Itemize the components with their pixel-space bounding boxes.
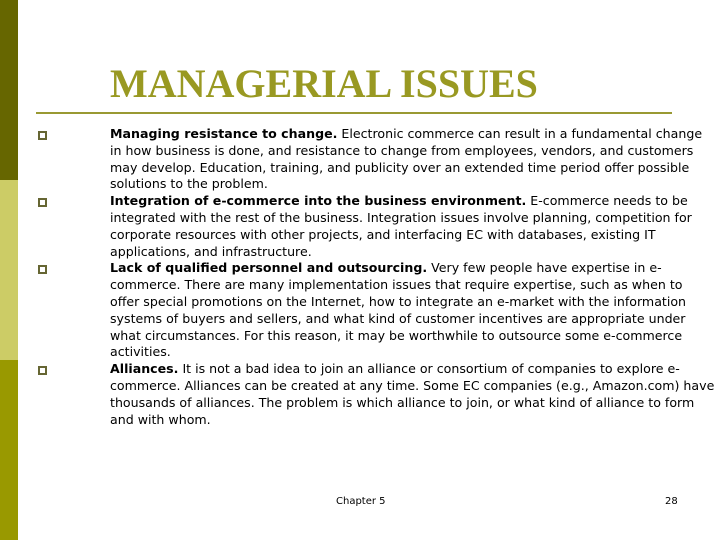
item-text: Electronic commerce can result in a fundamental change in how business is done, and resistance to change from employees, vendors, and customers may develop. Education, training, and publicity over an extended time period offer possible solutions to the problem. (110, 126, 703, 192)
item-text: It is not a bad idea to join an alliance or consortium of companies to explore e-commerce. Alliances can be created at any time. Some EC companies (e.g., Amazon.com) have thousands of alliances. The problem is which alliance to join, or what kind of alliance to form and with whom. (110, 361, 715, 427)
title-divider (36, 112, 672, 114)
sidebar-band-middle (0, 180, 18, 360)
sidebar-band-bottom (0, 360, 18, 540)
item-heading: Lack of qualified personnel and outsourcing. (110, 260, 428, 276)
list-item (110, 126, 715, 193)
item-text: Very few people have expertise in e-commerce. There are many implementation issues that require expertise, such as when to offer special promotions on the Internet, how to integrate an e-market with the information systems of buyers and sellers, and what kind of customer incentives are appropriate under what circumstances. For this reason, it may be worthwhile to outsource some e-commerce activities. (110, 260, 687, 360)
item-heading: Integration of e-commerce into the business environment. (110, 193, 527, 209)
square-bullet-icon (38, 366, 47, 375)
sidebar-band-top (0, 0, 18, 180)
footer-chapter: Chapter 5 (336, 496, 386, 507)
page-number: 28 (665, 496, 678, 507)
square-bullet-icon (38, 198, 47, 207)
square-bullet-icon (38, 131, 47, 140)
list-item (110, 193, 715, 260)
list-item (110, 361, 715, 428)
bullet-list (110, 126, 715, 428)
item-text: E-commerce needs to be integrated with the rest of the business. Integration issues involve planning, competition for corporate resources with other projects, and interfacing EC with databases, existing IT applications, and infrastructure. (110, 193, 692, 259)
list-item (110, 260, 715, 361)
square-bullet-icon (38, 265, 47, 274)
item-heading: Managing resistance to change. (110, 126, 338, 141)
item-heading: Alliances. (110, 361, 179, 377)
slide-title: MANAGERIAL ISSUES (110, 61, 538, 106)
